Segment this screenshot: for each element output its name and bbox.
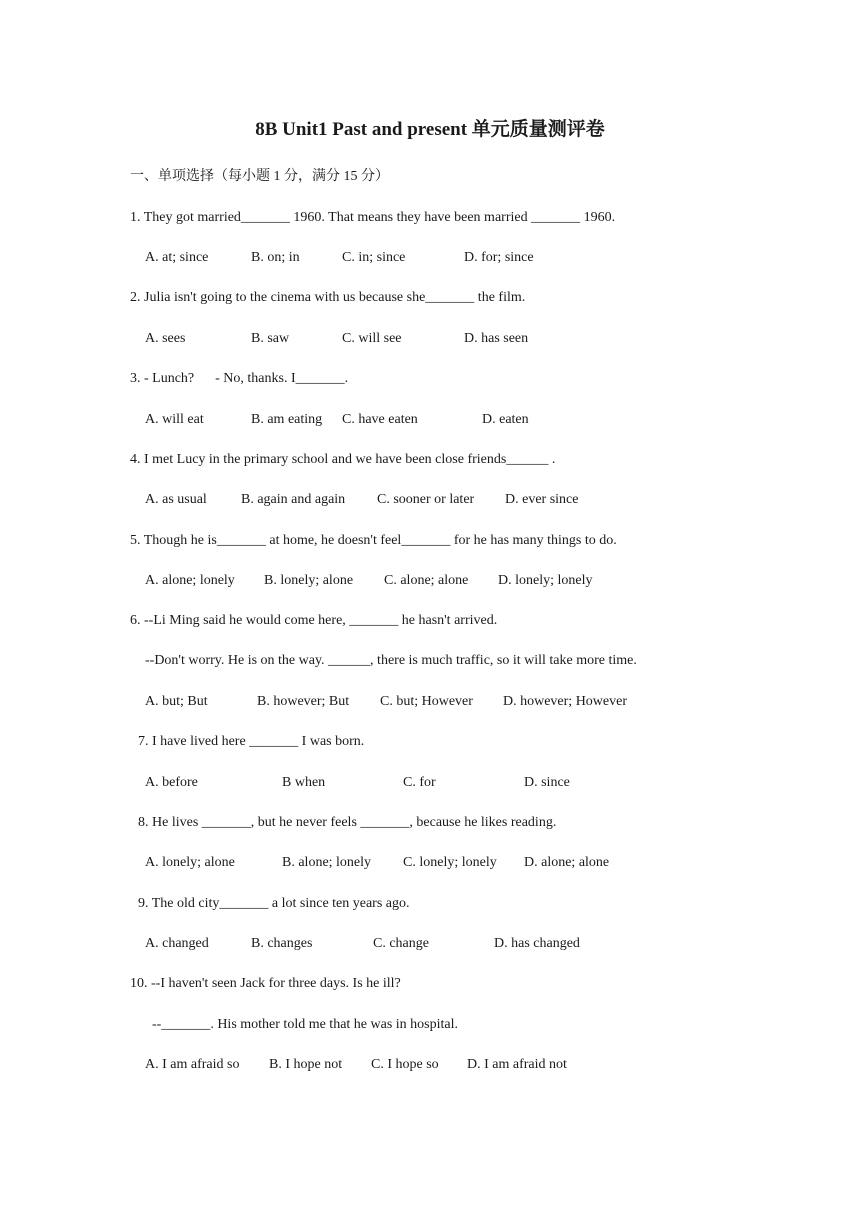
option-a: A. sees xyxy=(145,331,186,346)
option-d: D. for; since xyxy=(464,250,534,265)
question-5: 5. Though he is_______ at home, he doesn't feel_______ for he has many things to do. xyxy=(130,533,617,548)
option-c: C. in; since xyxy=(342,250,406,265)
question-1: 1. They got married_______ 1960. That means they have been married _______ 1960. xyxy=(130,210,616,225)
option-d: D. I am afraid not xyxy=(467,1057,567,1072)
question-6: 6. --Li Ming said he would come here, _______ he hasn't arrived. xyxy=(130,613,498,628)
option-a: A. as usual xyxy=(145,492,207,507)
option-b: B. however; But xyxy=(257,694,350,709)
option-b: B. saw xyxy=(251,331,290,346)
option-c: C. for xyxy=(403,775,436,790)
question-10-line-2: --_______. His mother told me that he was in hospital. xyxy=(152,1017,459,1032)
option-d: D. however; However xyxy=(503,694,628,709)
option-c: C. change xyxy=(373,936,429,951)
option-a: A. lonely; alone xyxy=(145,855,235,870)
option-b: B. again and again xyxy=(241,492,346,507)
question-2: 2. Julia isn't going to the cinema with us because she_______ the film. xyxy=(130,290,526,305)
option-a: A. I am afraid so xyxy=(145,1057,240,1072)
option-c: C. alone; alone xyxy=(384,573,469,588)
option-c: C. sooner or later xyxy=(377,492,475,507)
option-a: A. before xyxy=(145,775,198,790)
option-b: B. I hope not xyxy=(269,1057,343,1072)
question-8: 8. He lives _______, but he never feels _______, because he likes reading. xyxy=(138,815,557,830)
option-d: D. eaten xyxy=(482,412,529,427)
option-d: D. ever since xyxy=(505,492,579,507)
option-a: A. will eat xyxy=(145,412,204,427)
option-d: D. alone; alone xyxy=(524,855,610,870)
option-a: A. at; since xyxy=(145,250,209,265)
question-10: 10. --I haven't seen Jack for three days. Is he ill? xyxy=(130,976,401,991)
option-a: A. changed xyxy=(145,936,209,951)
option-c: C. have eaten xyxy=(342,412,418,427)
question-7: 7. I have lived here _______ I was born. xyxy=(138,734,365,749)
page-title: 8B Unit1 Past and present 单元质量测评卷 xyxy=(255,119,605,140)
question-4: 4. I met Lucy in the primary school and we have been close friends______ . xyxy=(130,452,556,467)
option-b: B. alone; lonely xyxy=(282,855,372,870)
option-d: D. has changed xyxy=(494,936,580,951)
option-b: B. am eating xyxy=(251,412,323,427)
option-b: B. on; in xyxy=(251,250,300,265)
option-d: D. since xyxy=(524,775,570,790)
option-b: B. lonely; alone xyxy=(264,573,354,588)
option-d: D. lonely; lonely xyxy=(498,573,593,588)
question-9: 9. The old city_______ a lot since ten years ago. xyxy=(138,896,410,911)
option-a: A. but; But xyxy=(145,694,208,709)
option-b: B when xyxy=(282,775,326,790)
question-3: 3. - Lunch? - No, thanks. I_______. xyxy=(130,371,349,386)
option-c: C. I hope so xyxy=(371,1057,439,1072)
question-6-line-2: --Don't worry. He is on the way. ______, there is much traffic, so it will take more time. xyxy=(145,653,637,668)
section-heading: 一、单项选择（每小题 1 分，满分 15 分） xyxy=(130,169,389,184)
option-c: C. lonely; lonely xyxy=(403,855,497,870)
option-c: C. will see xyxy=(342,331,402,346)
option-d: D. has seen xyxy=(464,331,529,346)
option-b: B. changes xyxy=(251,936,313,951)
option-c: C. but; However xyxy=(380,694,473,709)
option-a: A. alone; lonely xyxy=(145,573,235,588)
